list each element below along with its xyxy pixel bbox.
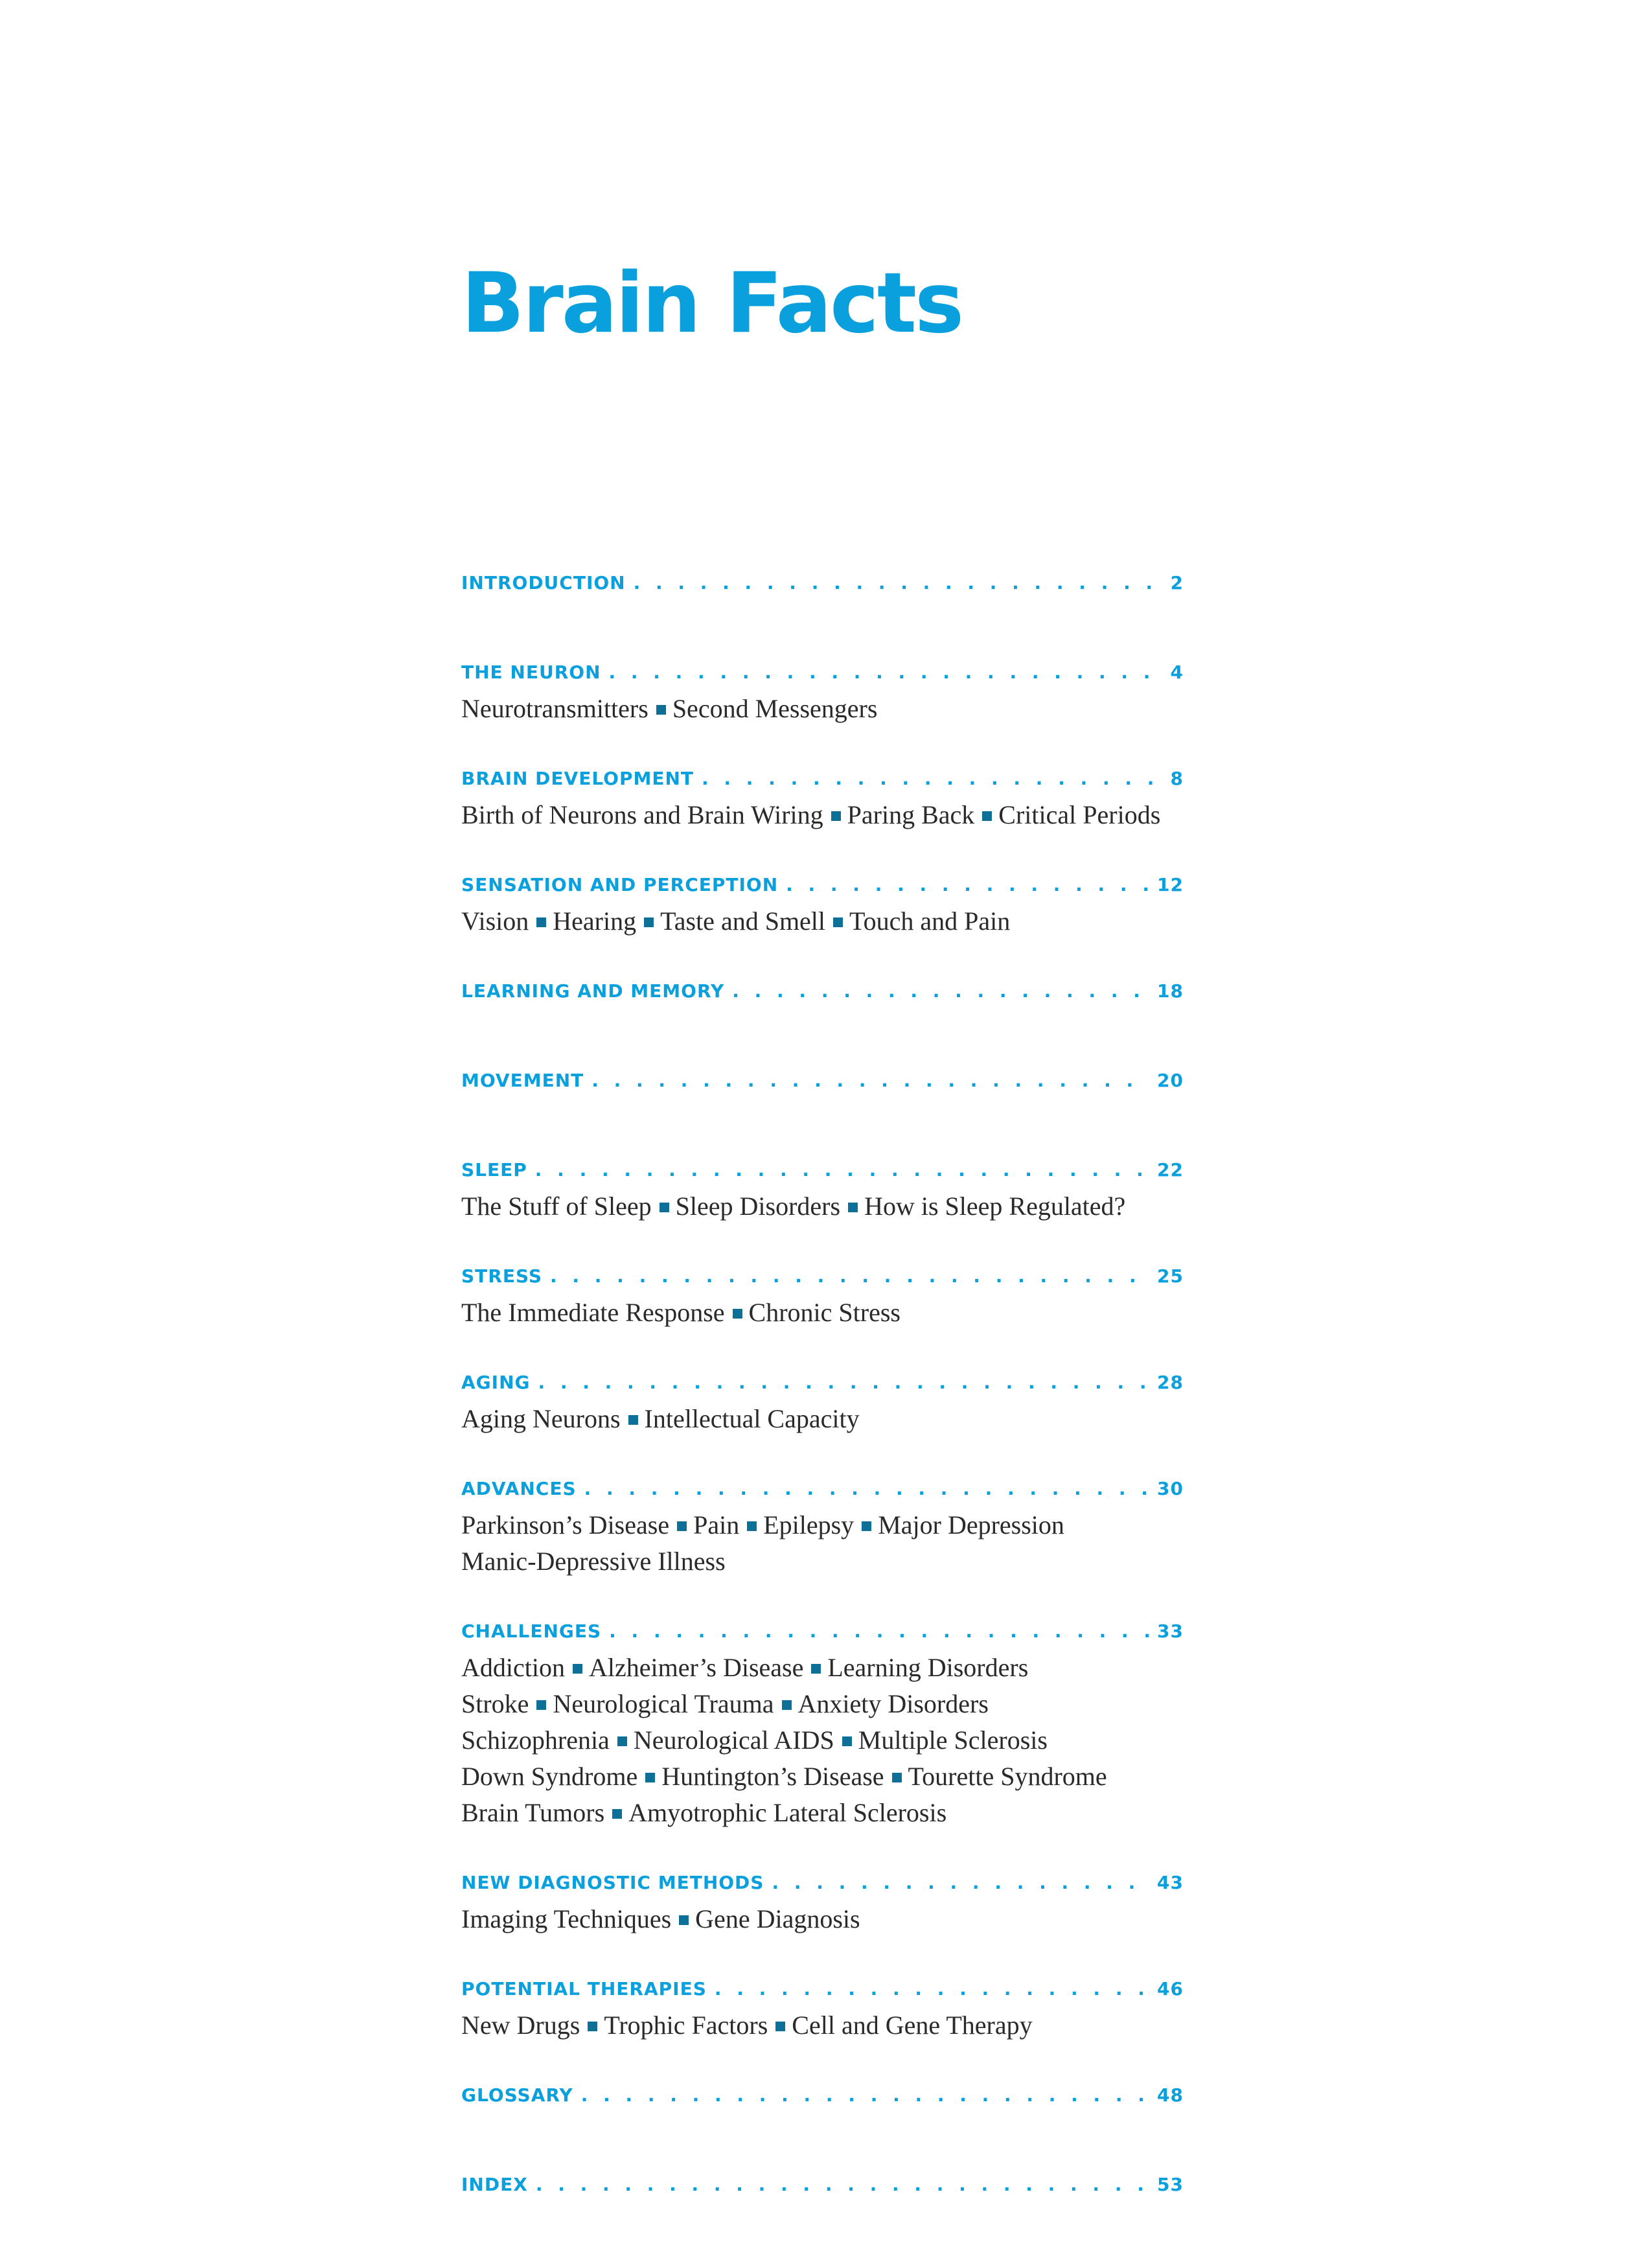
subtopic-line xyxy=(461,691,1184,727)
subtopic: How is Sleep Regulated? xyxy=(864,1192,1126,1221)
dot-leader xyxy=(535,1156,1149,1184)
square-bullet-icon xyxy=(644,917,654,927)
page-number: 20 xyxy=(1157,1070,1184,1091)
subtopic: Sleep Disorders xyxy=(675,1192,841,1221)
toc-subtopics xyxy=(461,1295,1184,1331)
toc-heading-label: GLOSSARY xyxy=(461,2084,573,2106)
subtopic: Intellectual Capacity xyxy=(644,1404,860,1433)
subtopic: Trophic Factors xyxy=(604,2011,768,2040)
subtopic: Schizophrenia xyxy=(461,1725,610,1755)
toc-heading-label: INDEX xyxy=(461,2174,528,2195)
subtopic: Major Depression xyxy=(878,1510,1064,1539)
page-number: 2 xyxy=(1170,572,1184,594)
square-bullet-icon xyxy=(536,1700,546,1710)
square-bullet-icon xyxy=(573,1664,582,1674)
subtopic: Neurological AIDS xyxy=(633,1725,834,1755)
square-bullet-icon xyxy=(677,1521,687,1531)
toc-subtopics xyxy=(461,1188,1184,1225)
subtopic: Manic-Depressive Illness xyxy=(461,1547,726,1576)
square-bullet-icon xyxy=(660,1203,669,1212)
toc-heading[interactable] xyxy=(461,1617,1184,1646)
toc-entry xyxy=(461,1475,1184,1580)
page-number: 8 xyxy=(1170,768,1184,789)
subtopic: Chronic Stress xyxy=(748,1298,901,1327)
subtopic-line xyxy=(461,1507,1184,1543)
toc-heading-label: NEW DIAGNOSTIC METHODS xyxy=(461,1872,764,1893)
square-bullet-icon xyxy=(645,1773,655,1782)
toc-subtopics xyxy=(461,691,1184,727)
dot-leader xyxy=(715,1975,1149,2003)
toc-heading[interactable] xyxy=(461,569,1184,597)
subtopic-line xyxy=(461,1901,1184,1937)
square-bullet-icon xyxy=(679,1915,689,1925)
toc-heading-label: MOVEMENT xyxy=(461,1070,584,1091)
toc-entry xyxy=(461,569,1184,597)
toc-heading[interactable] xyxy=(461,1156,1184,1184)
square-bullet-icon xyxy=(982,811,992,821)
subtopic: Imaging Techniques xyxy=(461,1904,672,1933)
toc-heading[interactable] xyxy=(461,658,1184,687)
dot-leader xyxy=(634,569,1163,597)
subtopic: Epilepsy xyxy=(763,1510,855,1539)
subtopic: Multiple Sclerosis xyxy=(858,1725,1048,1755)
subtopic-line xyxy=(461,1188,1184,1225)
dot-leader xyxy=(772,1869,1149,1897)
subtopic-line xyxy=(461,1795,1184,1831)
toc-heading-label: CHALLENGES xyxy=(461,1620,602,1642)
page-number: 33 xyxy=(1157,1620,1184,1642)
subtopic: Cell and Gene Therapy xyxy=(792,2011,1033,2040)
square-bullet-icon xyxy=(842,1736,852,1746)
toc-heading-label: STRESS xyxy=(461,1265,543,1287)
square-bullet-icon xyxy=(862,1521,871,1531)
subtopic: Huntington’s Disease xyxy=(661,1762,884,1791)
subtopic: Aging Neurons xyxy=(461,1404,621,1433)
subtopic-line xyxy=(461,1722,1184,1758)
toc-entry xyxy=(461,1067,1184,1095)
toc-heading[interactable] xyxy=(461,1067,1184,1095)
page-number: 25 xyxy=(1157,1265,1184,1287)
square-bullet-icon xyxy=(831,811,841,821)
square-bullet-icon xyxy=(617,1736,627,1746)
toc-subtopics xyxy=(461,903,1184,940)
toc-heading[interactable] xyxy=(461,1262,1184,1291)
dot-leader xyxy=(786,871,1149,899)
toc-heading-label: AGING xyxy=(461,1372,531,1393)
square-bullet-icon xyxy=(588,2022,597,2031)
toc-heading-label: ADVANCES xyxy=(461,1478,577,1499)
toc-heading-label: SLEEP xyxy=(461,1159,527,1181)
subtopic-line xyxy=(461,1543,1184,1580)
toc-entry xyxy=(461,1617,1184,1831)
subtopic: The Immediate Response xyxy=(461,1298,725,1327)
toc-heading[interactable] xyxy=(461,765,1184,793)
subtopic-line xyxy=(461,2007,1184,2044)
subtopic: Amyotrophic Lateral Sclerosis xyxy=(628,1798,947,1827)
dot-leader xyxy=(550,1262,1149,1291)
dot-leader xyxy=(584,1475,1149,1503)
toc-entry xyxy=(461,1368,1184,1437)
square-bullet-icon xyxy=(775,2022,785,2031)
subtopic-line xyxy=(461,903,1184,940)
square-bullet-icon xyxy=(782,1700,792,1710)
subtopic: The Stuff of Sleep xyxy=(461,1192,652,1221)
subtopic-line xyxy=(461,1650,1184,1686)
toc-heading[interactable] xyxy=(461,1368,1184,1397)
subtopic: Addiction xyxy=(461,1653,565,1682)
table-of-contents xyxy=(461,569,1184,2260)
toc-entry xyxy=(461,2171,1184,2199)
toc-subtopics xyxy=(461,797,1184,833)
subtopic: Hearing xyxy=(553,906,637,936)
subtopic: Anxiety Disorders xyxy=(797,1689,989,1718)
toc-heading-label: SENSATION AND PERCEPTION xyxy=(461,874,779,895)
toc-heading-label: INTRODUCTION xyxy=(461,572,626,594)
page-number: 12 xyxy=(1157,874,1184,895)
square-bullet-icon xyxy=(747,1521,757,1531)
subtopic-line xyxy=(461,1686,1184,1722)
subtopic: Neurological Trauma xyxy=(553,1689,774,1718)
page-number: 30 xyxy=(1157,1478,1184,1499)
subtopic: Vision xyxy=(461,906,529,936)
toc-subtopics xyxy=(461,1901,1184,1937)
subtopic: Parkinson’s Disease xyxy=(461,1510,670,1539)
toc-entry xyxy=(461,1975,1184,2044)
subtopic: Neurotransmitters xyxy=(461,694,648,723)
subtopic: Alzheimer’s Disease xyxy=(588,1653,804,1682)
subtopic: Critical Periods xyxy=(998,800,1161,829)
page-number: 48 xyxy=(1157,2084,1184,2106)
square-bullet-icon xyxy=(612,1809,622,1819)
toc-entry xyxy=(461,871,1184,940)
toc-entry xyxy=(461,1262,1184,1331)
toc-heading[interactable] xyxy=(461,1975,1184,2003)
dot-leader xyxy=(732,977,1149,1006)
dot-leader xyxy=(702,765,1162,793)
square-bullet-icon xyxy=(833,917,843,927)
toc-subtopics xyxy=(461,2007,1184,2044)
page-number: 53 xyxy=(1157,2174,1184,2195)
subtopic-line xyxy=(461,1401,1184,1437)
toc-subtopics xyxy=(461,1650,1184,1831)
toc-entry xyxy=(461,765,1184,833)
dot-leader xyxy=(536,2171,1149,2199)
square-bullet-icon xyxy=(656,705,666,715)
toc-heading[interactable] xyxy=(461,2081,1184,2110)
subtopic: Pain xyxy=(693,1510,740,1539)
square-bullet-icon xyxy=(811,1664,821,1674)
page-number: 43 xyxy=(1157,1872,1184,1893)
toc-heading[interactable] xyxy=(461,2171,1184,2199)
toc-heading-label: BRAIN DEVELOPMENT xyxy=(461,768,694,789)
toc-heading[interactable] xyxy=(461,1869,1184,1897)
subtopic-line xyxy=(461,797,1184,833)
toc-entry xyxy=(461,977,1184,1006)
square-bullet-icon xyxy=(628,1415,638,1425)
dot-leader xyxy=(609,1617,1149,1646)
square-bullet-icon xyxy=(536,917,546,927)
subtopic-line xyxy=(461,1295,1184,1331)
dot-leader xyxy=(609,658,1163,687)
page-number: 18 xyxy=(1157,980,1184,1002)
subtopic: Tourette Syndrome xyxy=(908,1762,1107,1791)
page-number: 22 xyxy=(1157,1159,1184,1181)
toc-entry xyxy=(461,1156,1184,1225)
page-number: 28 xyxy=(1157,1372,1184,1393)
toc-heading[interactable] xyxy=(461,977,1184,1006)
toc-heading[interactable] xyxy=(461,1475,1184,1503)
subtopic: Paring Back xyxy=(847,800,975,829)
dot-leader xyxy=(581,2081,1149,2110)
toc-subtopics xyxy=(461,1507,1184,1580)
square-bullet-icon xyxy=(892,1773,902,1782)
square-bullet-icon xyxy=(848,1203,858,1212)
toc-heading[interactable] xyxy=(461,871,1184,899)
subtopic: Down Syndrome xyxy=(461,1762,638,1791)
subtopic: Stroke xyxy=(461,1689,529,1718)
subtopic-line xyxy=(461,1758,1184,1795)
subtopic: Taste and Smell xyxy=(660,906,826,936)
toc-entry xyxy=(461,658,1184,727)
dot-leader xyxy=(591,1067,1149,1095)
dot-leader xyxy=(538,1368,1150,1397)
subtopic: Second Messengers xyxy=(672,694,878,723)
toc-entry xyxy=(461,1869,1184,1937)
page-title: Brain Facts xyxy=(461,255,963,352)
subtopic: Touch and Pain xyxy=(849,906,1011,936)
square-bullet-icon xyxy=(733,1309,742,1319)
toc-subtopics xyxy=(461,1401,1184,1437)
page-number: 46 xyxy=(1157,1978,1184,2000)
toc-entry xyxy=(461,2081,1184,2110)
toc-heading-label: POTENTIAL THERAPIES xyxy=(461,1978,707,2000)
subtopic: Learning Disorders xyxy=(827,1653,1029,1682)
subtopic: Brain Tumors xyxy=(461,1798,605,1827)
toc-heading-label: LEARNING AND MEMORY xyxy=(461,980,725,1002)
subtopic: New Drugs xyxy=(461,2011,580,2040)
toc-heading-label: THE NEURON xyxy=(461,662,601,683)
subtopic: Gene Diagnosis xyxy=(695,1904,860,1933)
page-number: 4 xyxy=(1170,662,1184,683)
subtopic: Birth of Neurons and Brain Wiring xyxy=(461,800,823,829)
